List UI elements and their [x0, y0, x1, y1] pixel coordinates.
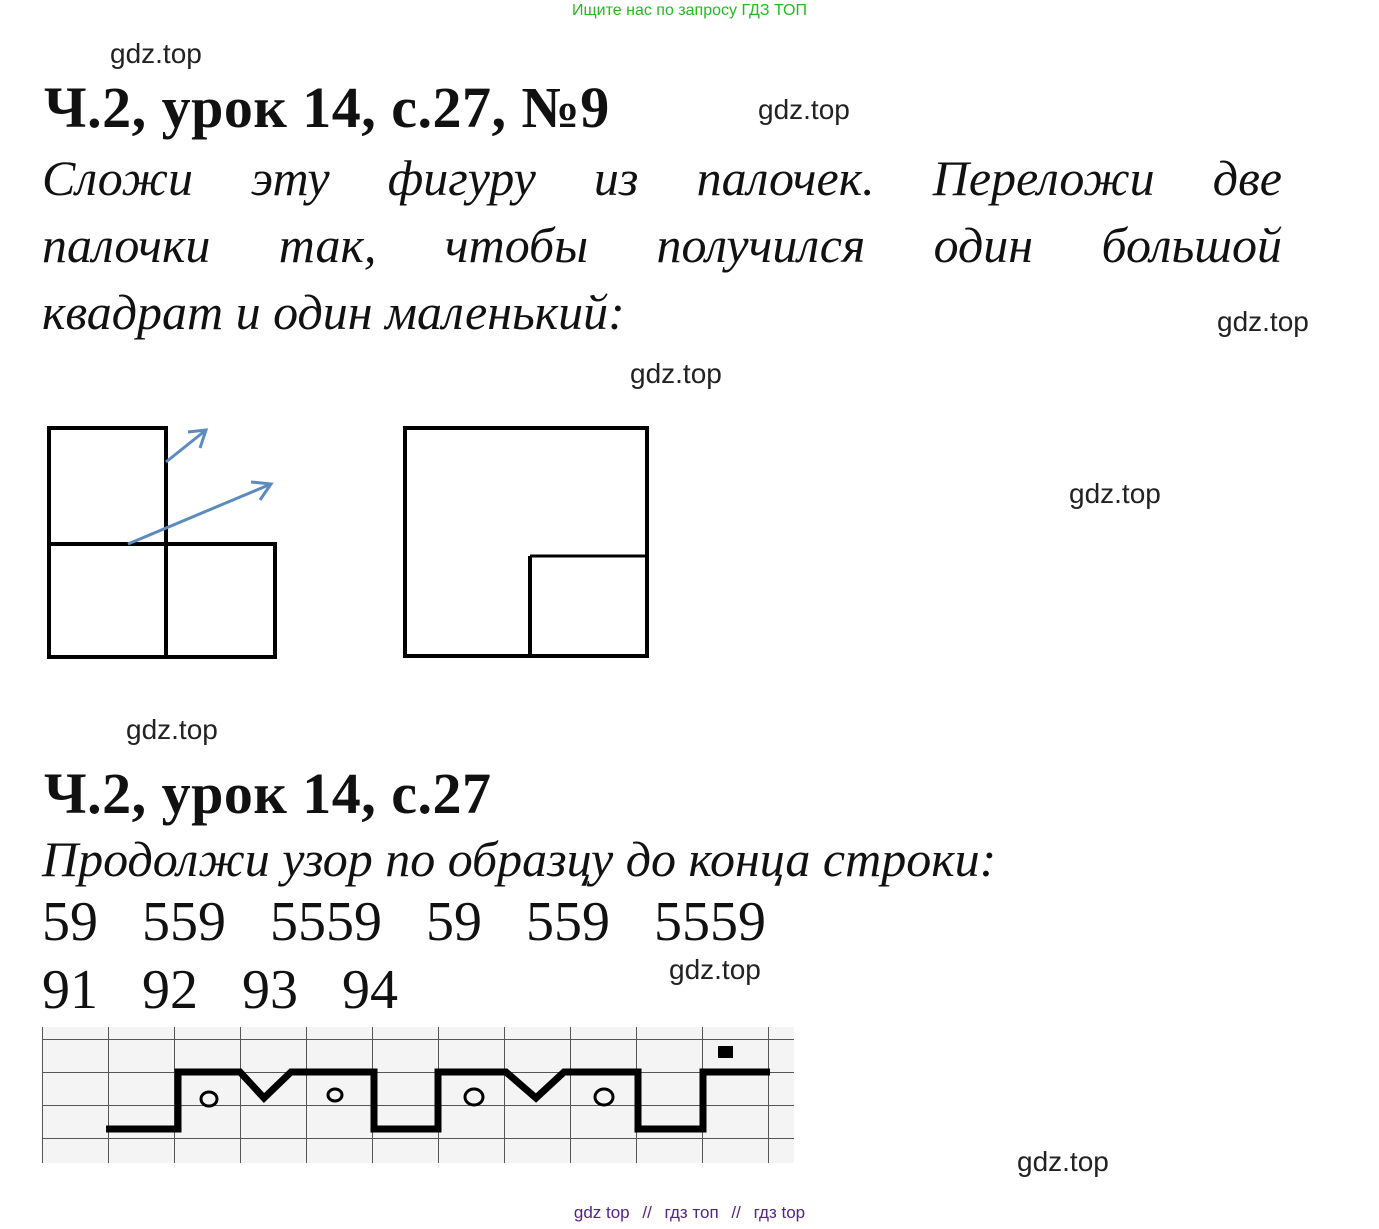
number: 559	[526, 891, 610, 953]
task-text	[42, 145, 1282, 346]
sticks-figure	[49, 428, 275, 657]
number: 559	[142, 891, 226, 953]
watermark: gdz.top	[1017, 1146, 1109, 1177]
watermark: gdz.top	[630, 358, 722, 389]
footer-link[interactable]: gdz top	[573, 1203, 630, 1222]
watermark: gdz.top	[110, 38, 202, 69]
section-title: Ч.2, урок 14, с.27, №9	[44, 75, 610, 140]
number-row	[42, 890, 810, 954]
watermark: gdz.top	[126, 714, 218, 745]
section-title: Ч.2, урок 14, с.27	[44, 761, 492, 826]
number: 93	[242, 959, 298, 1021]
big-square	[405, 428, 647, 656]
arrow-lower	[128, 484, 271, 544]
task-text: Продолжи узор по образцу до конца строки:	[42, 831, 997, 887]
square-mark	[718, 1046, 733, 1058]
watermark: gdz.top	[758, 94, 850, 125]
number: 5559	[654, 891, 766, 953]
footer-separator: //	[731, 1203, 741, 1222]
move-arrows	[128, 430, 271, 544]
grid-lines	[42, 1027, 794, 1163]
footer-link[interactable]: гдз top	[753, 1203, 806, 1222]
task-line: квадрат и один маленький:	[42, 284, 625, 340]
number-row	[42, 958, 442, 1022]
footer-links	[0, 1203, 1379, 1223]
task-line: палочки так, чтобы получился один большой	[42, 217, 1282, 273]
number: 94	[342, 959, 398, 1021]
number: 91	[42, 959, 98, 1021]
number: 5559	[270, 891, 382, 953]
task-line: Сложи эту фигуру из палочек. Переложи две	[42, 150, 1282, 206]
watermark: gdz.top	[1069, 478, 1161, 509]
footer-separator: //	[642, 1203, 652, 1222]
pattern-grid	[42, 1027, 794, 1163]
figure-three-squares	[40, 420, 290, 665]
footer-link[interactable]: гдз топ	[664, 1203, 719, 1222]
watermark: gdz.top	[1217, 306, 1309, 337]
number: 59	[426, 891, 482, 953]
search-hint: Ищите нас по запросу ГДЗ ТОП	[572, 2, 807, 19]
number: 59	[42, 891, 98, 953]
number: 92	[142, 959, 198, 1021]
watermark: gdz.top	[669, 954, 761, 985]
figure-big-square-small-square	[400, 423, 655, 663]
